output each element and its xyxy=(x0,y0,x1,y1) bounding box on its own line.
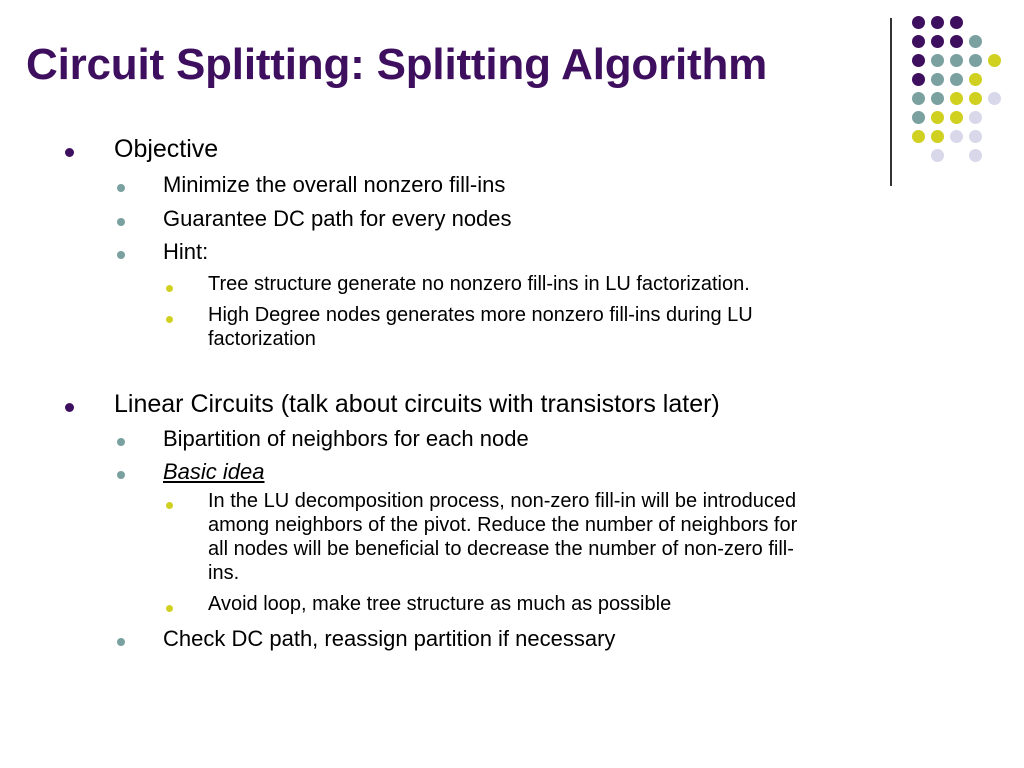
dot xyxy=(931,149,944,162)
bullet-text-continued: among neighbors of the pivot. Reduce the number of neighbors for xyxy=(208,514,798,536)
bullet-level3 xyxy=(166,285,173,292)
bullet-text: High Degree nodes generates more nonzero fill-ins during LU xyxy=(208,304,753,326)
bullet-text-continued: ins. xyxy=(208,562,240,584)
slide-title: Circuit Splitting: Splitting Algorithm xyxy=(26,40,768,89)
dot xyxy=(969,92,982,105)
dot xyxy=(950,73,963,86)
bullet-level2 xyxy=(117,638,125,646)
bullet-level2 xyxy=(117,251,125,259)
bullet-text: In the LU decomposition process, non-zero fill-in will be introduced xyxy=(208,490,797,512)
dot xyxy=(931,54,944,67)
dot xyxy=(931,111,944,124)
bullet-level1 xyxy=(65,148,74,157)
dot xyxy=(931,92,944,105)
bullet-level3 xyxy=(166,605,173,612)
bullet-level2 xyxy=(117,471,125,479)
dot xyxy=(969,149,982,162)
bullet-text: Avoid loop, make tree structure as much as possible xyxy=(208,593,672,615)
dot xyxy=(912,16,925,29)
dot xyxy=(969,73,982,86)
dot xyxy=(969,54,982,67)
dot xyxy=(950,111,963,124)
bullet-text: Guarantee DC path for every nodes xyxy=(163,206,512,231)
bullet-level2 xyxy=(117,438,125,446)
bullet-level3 xyxy=(166,502,173,509)
dot xyxy=(988,54,1001,67)
dot xyxy=(950,54,963,67)
bullet-text-continued: factorization xyxy=(208,328,316,350)
bullet-level3 xyxy=(166,316,173,323)
bullet-text: Hint: xyxy=(163,239,209,264)
dot xyxy=(950,16,963,29)
dot xyxy=(912,130,925,143)
bullet-text: Check DC path, reassign partition if necessary xyxy=(163,626,616,651)
bullet-level1 xyxy=(65,403,74,412)
bullet-text: Bipartition of neighbors for each node xyxy=(163,426,529,451)
dot xyxy=(950,130,963,143)
dot xyxy=(912,54,925,67)
bullet-level2 xyxy=(117,218,125,226)
dot xyxy=(931,35,944,48)
bullet-text: Linear Circuits (talk about circuits with transistors later) xyxy=(114,390,720,418)
dot xyxy=(912,73,925,86)
dot xyxy=(912,35,925,48)
dot xyxy=(912,92,925,105)
bullet-text: Minimize the overall nonzero fill-ins xyxy=(163,172,506,197)
dot xyxy=(969,35,982,48)
title-divider xyxy=(890,18,892,186)
bullet-text-continued: all nodes will be beneficial to decrease the number of non-zero fill- xyxy=(208,538,794,560)
dot xyxy=(950,92,963,105)
dot xyxy=(969,130,982,143)
bullet-text-basic-idea: Basic idea xyxy=(163,459,265,484)
bullet-level2 xyxy=(117,184,125,192)
dot xyxy=(931,16,944,29)
bullet-text: Tree structure generate no nonzero fill-ins in LU factorization. xyxy=(208,273,750,295)
dot xyxy=(969,111,982,124)
dot xyxy=(931,130,944,143)
bullet-text: Objective xyxy=(114,135,219,163)
dot xyxy=(931,73,944,86)
dot xyxy=(950,35,963,48)
dot xyxy=(912,111,925,124)
dot xyxy=(988,92,1001,105)
